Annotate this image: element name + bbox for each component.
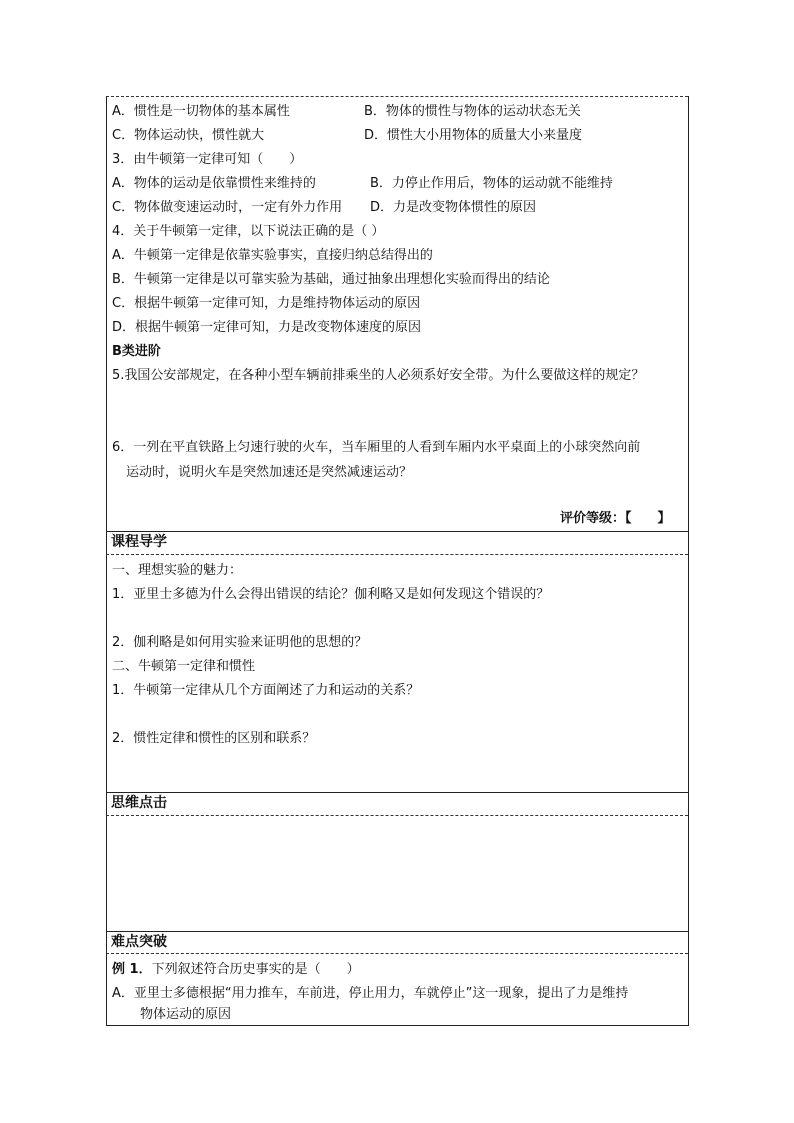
q4-option-d: D．根据牛顿第一定律可知，力是改变物体速度的原因 bbox=[112, 320, 422, 335]
divider bbox=[106, 531, 688, 532]
guide-part-2-question-1: 1．牛顿第一定律从几个方面阐述了力和运动的关系？ bbox=[112, 683, 420, 698]
q2-option-b: B．物体的惯性与物体的运动状态无关 bbox=[364, 104, 581, 119]
q3-option-c: C．物体做变速运动时，一定有外力作用 bbox=[112, 200, 343, 215]
course-guide-heading: 课程导学 bbox=[111, 534, 167, 550]
q3-option-b: B．力停止作用后，物体的运动就不能维持 bbox=[370, 176, 613, 191]
thinking-heading: 思维点击 bbox=[111, 795, 167, 811]
q3-stem: 3．由牛顿第一定律可知（ ） bbox=[112, 152, 303, 167]
q5-text: 5.我国公安部规定，在各种小型车辆前排乘坐的人必须系好安全带。为什么要做这样的规定？ bbox=[112, 368, 645, 383]
guide-part-1: 一、理想实验的魅力： bbox=[112, 563, 243, 578]
q6-line-1: 6．一列在平直铁路上匀速行驶的火车，当车厢里的人看到车厢内水平桌面上的小球突然向前 bbox=[112, 440, 641, 455]
q6-line-2: 运动时，说明火车是突然加速还是突然减速运动？ bbox=[126, 465, 413, 480]
example-label: 例 1． bbox=[112, 962, 152, 977]
section-b-heading: B类进阶 bbox=[112, 344, 161, 359]
guide-part-2: 二、牛顿第一定律和惯性 bbox=[112, 659, 256, 674]
guide-part-1-question-2: 2．伽利略是如何用实验来证明他的思想的？ bbox=[112, 635, 368, 650]
difficulty-heading: 难点突破 bbox=[111, 934, 167, 950]
divider bbox=[106, 953, 688, 954]
q4-stem: 4．关于牛顿第一定律，以下说法正确的是（ ） bbox=[112, 224, 385, 239]
q2-option-d: D．惯性大小用物体的质量大小来量度 bbox=[364, 128, 583, 143]
q3-option-a: A．物体的运动是依靠惯性来维持的 bbox=[112, 176, 316, 191]
guide-part-1-question-1: 1．亚里士多德为什么会得出错误的结论？伽利略又是如何发现这个错误的？ bbox=[112, 587, 550, 602]
q2-option-c: C．物体运动快，惯性就大 bbox=[112, 128, 265, 143]
example-option-a-line-1: A．亚里士多德根据“用力推车，车前进，停止用力，车就停止”这一现象，提出了力是维持 bbox=[112, 986, 629, 1001]
top-dashed-border bbox=[106, 96, 688, 97]
q4-option-c: C．根据牛顿第一定律可知，力是维持物体运动的原因 bbox=[112, 296, 421, 311]
guide-part-2-question-2: 2．惯性定律和惯性的区别和联系？ bbox=[112, 731, 316, 746]
divider bbox=[106, 554, 688, 555]
divider bbox=[106, 815, 688, 816]
example-stem: 下列叙述符合历史事实的是（ ） bbox=[151, 962, 360, 977]
divider bbox=[106, 792, 688, 793]
example-1 bbox=[112, 962, 360, 978]
example-option-a-line-2: 物体运动的原因 bbox=[140, 1007, 232, 1022]
evaluation-grade: 评价等级：【 】 bbox=[560, 511, 671, 526]
divider bbox=[106, 931, 688, 932]
q2-option-a: A．惯性是一切物体的基本属性 bbox=[112, 104, 290, 119]
q4-option-a: A．牛顿第一定律是依靠实验事实，直接归纳总结得出的 bbox=[112, 248, 433, 263]
q4-option-b: B．牛顿第一定律是以可靠实验为基础，通过抽象出理想化实验而得出的结论 bbox=[112, 272, 550, 287]
q3-option-d: D．力是改变物体惯性的原因 bbox=[370, 200, 537, 215]
